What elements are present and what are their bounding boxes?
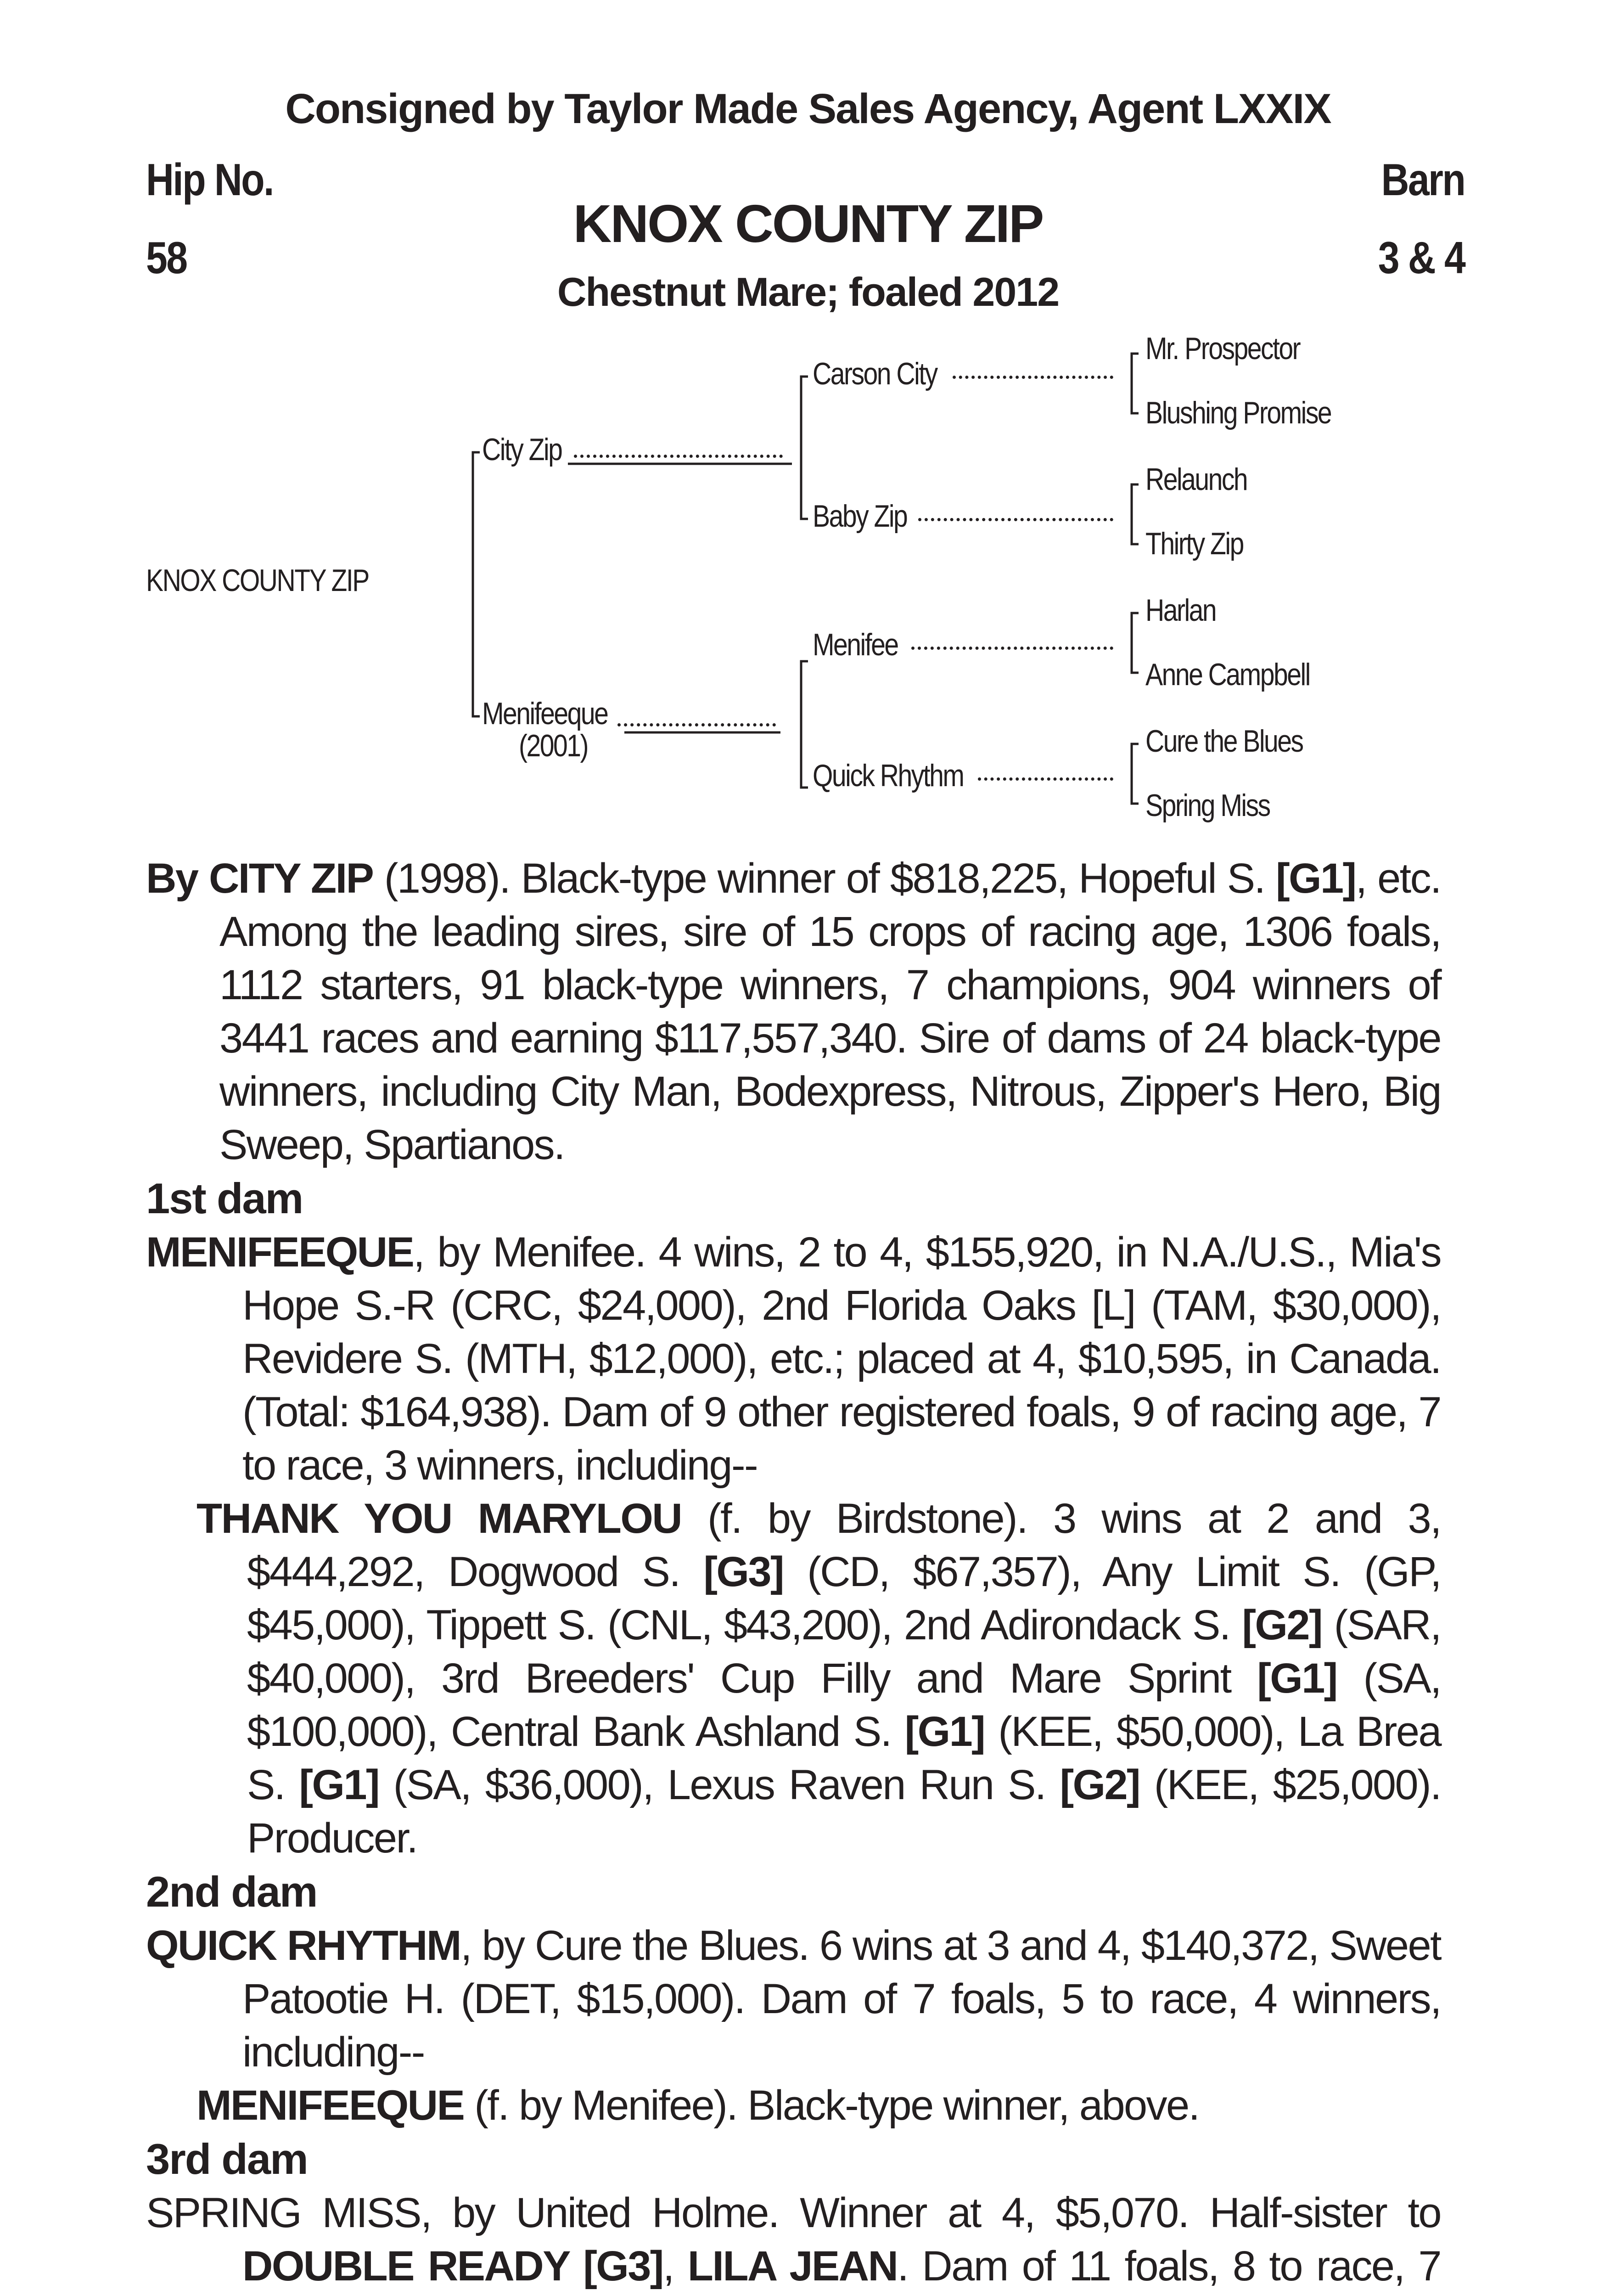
horse-name-title: KNOX COUNTY ZIP [573, 194, 1043, 253]
dam-text: SPRING MISS, by United Holme. Winner at 4, $5,070. Half-sister to [146, 2189, 1441, 2236]
dam-name: MENIFEEQUE [146, 1229, 414, 1276]
pedigree-ggs-4: Thirty Zip [1145, 526, 1243, 561]
leader-dots [574, 455, 783, 458]
foal-name: MENIFEEQUE [196, 2082, 464, 2129]
pedigree-ggs-5: Harlan [1145, 593, 1216, 628]
foal-text: (SA, $100,000), Central Bank Ashland S. [247, 1655, 1441, 1755]
hip-label: Hip No. [146, 154, 273, 205]
leader-dots [953, 376, 1113, 379]
pedigree-ggs-7: Cure the Blues [1145, 724, 1303, 759]
dam-text: , [662, 2243, 688, 2290]
grade-badge: [G1] [1257, 1655, 1337, 1702]
first-dam-paragraph [146, 1226, 1441, 1492]
dam-text: , by Cure the Blues. 6 wins at 3 and 4, $140,372, Sweet Patootie H. (DET, $15,000). Dam of 7 foals, 5 to race, 4 winners, including-- [242, 1922, 1441, 2076]
pedigree-ggs-2: Blushing Promise [1145, 395, 1331, 430]
grade-badge: [G1] [904, 1708, 985, 1755]
grade-badge: [G2] [1060, 1761, 1140, 1808]
pedigree-dam: Menifeeque [482, 696, 608, 731]
foal-name: THANK YOU MARYLOU [196, 1495, 682, 1542]
leader-dots [918, 518, 1113, 521]
pedigree-dam-year: (2001) [519, 728, 588, 763]
leader-dots [978, 777, 1113, 781]
sire-name: By CITY ZIP [146, 855, 373, 902]
leader-dots [617, 723, 776, 726]
second-dam-foal [146, 2079, 1441, 2132]
sire-text: , etc. Among the leading sires, sire of 15 crops of racing age, 1306 foals, 1112 starters, 91 black-type winners, 7 champions, 904 winners of 3441 races and earning $117,557,340. Sire of dams of 24 black-type winners, including City Man, Bodexpress, Nitrous, Zipper's Hero, Big Sweep, Spartianos. [219, 855, 1441, 1168]
foal-text: (KEE, $50,000), La Brea S. [247, 1708, 1441, 1808]
pedigree-ggs-1: Mr. Prospector [1145, 331, 1300, 366]
barn-label: Barn [1381, 154, 1464, 205]
grade-badge: [G3] [703, 1548, 783, 1595]
sire-text: (1998). Black-type winner of $818,225, Hopeful S. [373, 855, 1276, 902]
dam-name: QUICK RHYTHM [146, 1922, 460, 1969]
dam-text: , by Menifee. 4 wins, 2 to 4, $155,920, in N.A./U.S., Mia's Hope S.-R (CRC, $24,000), 2nd Florida Oaks [L] (TAM, $30,000), Revidere S. (MTH, $12,000), etc.; placed at 4, $10,595, in Canada. (Total: $164,938). Dam of 9 other registered foals, 9 of racing age, 7 to race, 3 winners, including-- [242, 1229, 1441, 1489]
horse-description: Chestnut Mare; foaled 2012 [557, 269, 1059, 315]
sibling-name: DOUBLE READY [G3] [242, 2243, 663, 2290]
pedigree-sire-sire: Carson City [813, 356, 937, 391]
catalog-body [146, 852, 1441, 2296]
second-dam-paragraph [146, 1919, 1441, 2079]
consignor-line: Consigned by Taylor Made Sales Agency, Agent LXXIX [285, 85, 1331, 132]
grade-badge: [G1] [1275, 855, 1356, 902]
first-dam-heading: 1st dam [146, 1174, 303, 1222]
foal-text: (SA, $36,000), Lexus Raven Run S. [378, 1761, 1060, 1808]
pedigree-subject: KNOX COUNTY ZIP [146, 563, 369, 598]
foal-text: (SAR, $40,000), 3rd Breeders' Cup Filly and Mare Sprint [247, 1602, 1441, 1702]
sibling-name: LILA JEAN [687, 2243, 898, 2290]
sire-paragraph [146, 852, 1441, 1171]
pedigree-dam-sire: Menifee [813, 627, 898, 662]
leader-dots [911, 647, 1113, 650]
pedigree-sire-dam: Baby Zip [813, 499, 907, 534]
pedigree-sire: City Zip [482, 432, 562, 467]
pedigree-ggs-6: Anne Campbell [1145, 657, 1310, 692]
barn-number: 3 & 4 [1378, 232, 1464, 283]
hip-number: 58 [146, 232, 187, 283]
first-dam-foal [146, 1492, 1441, 1865]
third-dam-paragraph [146, 2186, 1441, 2296]
pedigree-dam-dam: Quick Rhythm [813, 758, 964, 793]
grade-badge: [G2] [1242, 1602, 1322, 1649]
second-dam-heading: 2nd dam [146, 1868, 317, 1916]
foal-text: (f. by Birdstone). 3 wins at 2 and 3, $444,292, Dogwood S. [247, 1495, 1441, 1595]
pedigree-lines [0, 0, 1616, 850]
pedigree-ggs-8: Spring Miss [1145, 788, 1270, 823]
dam-text: . Dam of 11 foals, 8 to race, 7 [897, 2243, 1441, 2290]
foal-text: (KEE, $25,000). Producer. [247, 1761, 1441, 1862]
pedigree-ggs-3: Relaunch [1145, 462, 1247, 497]
grade-badge: [G1] [299, 1761, 379, 1808]
foal-text: (CD, $67,357), Any Limit S. (GP, $45,000), Tippett S. (CNL, $43,200), 2nd Adirondack S. [247, 1548, 1441, 1649]
foal-text: (f. by Menifee). Black-type winner, above. [464, 2082, 1199, 2129]
third-dam-heading: 3rd dam [146, 2135, 308, 2183]
